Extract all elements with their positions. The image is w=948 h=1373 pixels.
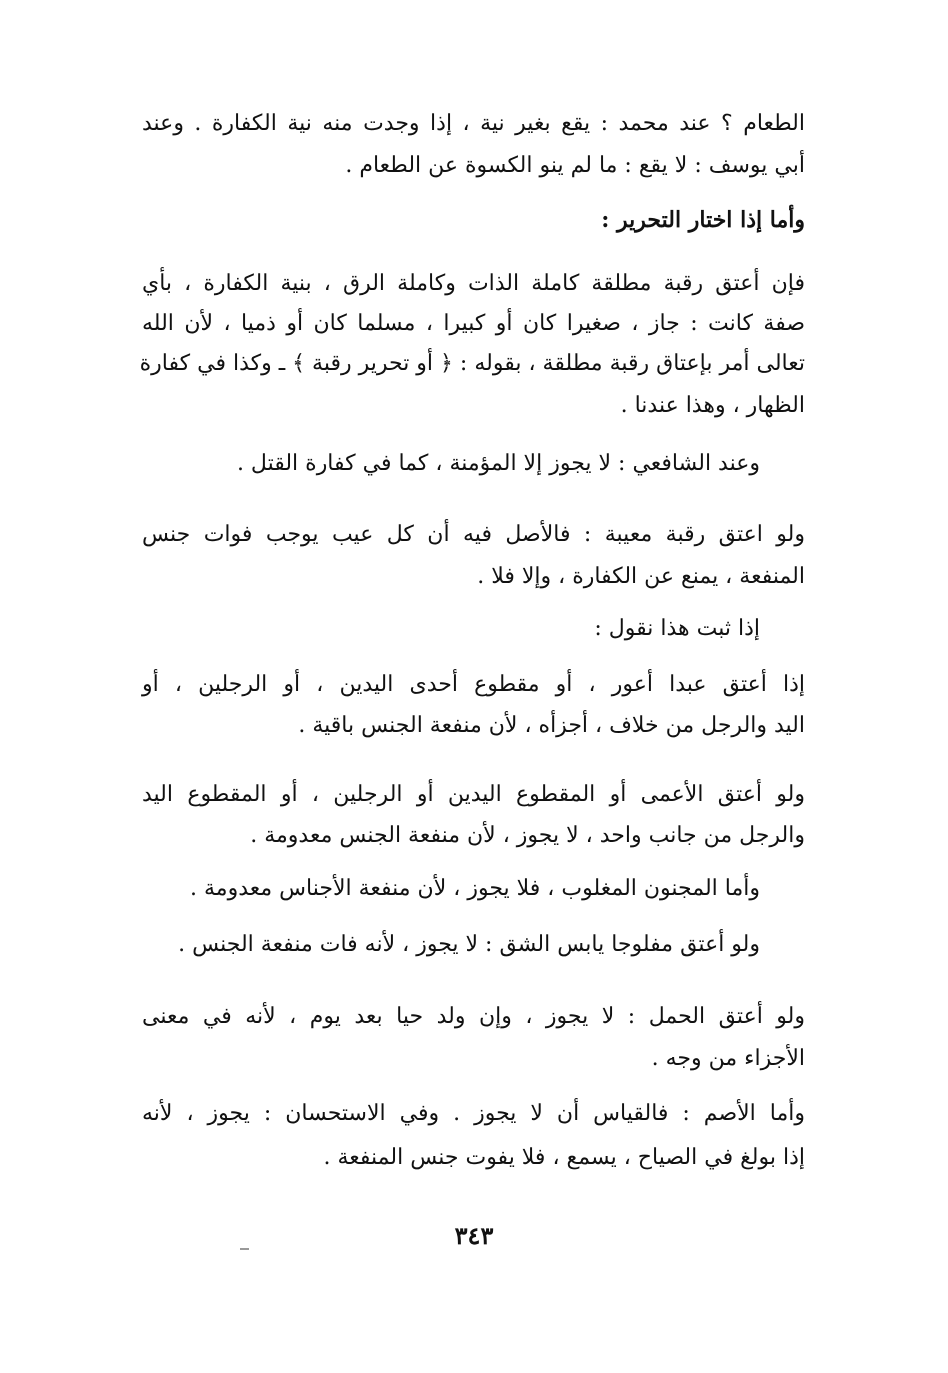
text-line: ولو أعتق الأعمى أو المقطوع اليدين أو الرجلين ، أو المقطوع اليد xyxy=(142,782,805,807)
text-line: المنفعة ، يمنع عن الكفارة ، وإلا فلا . xyxy=(477,564,805,589)
text-line: إذا ثبت هذا نقول : xyxy=(594,616,760,641)
text-line: الظهار ، وهذا عندنا . xyxy=(620,393,805,418)
text-line: أبي يوسف : لا يقع : ما لم ينو الكسوة عن الطعام . xyxy=(345,153,805,178)
text-line: ولو أعتق مفلوجا يابس الشق : لا يجوز ، لأنه فات منفعة الجنس . xyxy=(178,932,760,957)
text-line: ولو أعتق الحمل : لا يجوز ، وإن ولد حيا بعد يوم ، لأنه في معنى xyxy=(142,1004,805,1029)
text-line: والرجل من جانب واحد ، لا يجوز ، لأن منفعة الجنس معدومة . xyxy=(250,823,805,848)
text-line: وأما المجنون المغلوب ، فلا يجوز ، لأن منفعة الأجناس معدومة . xyxy=(190,876,760,901)
section-heading: وأما إذا اختار التحرير : xyxy=(601,207,805,233)
text-line: وأما الأصم : فالقياس أن لا يجوز . وفي الاستحسان : يجوز ، لأنه xyxy=(142,1101,805,1126)
text-line: تعالى أمر بإعتاق رقبة مطلقة ، بقوله : ﴿ أو تحرير رقبة ﴾ ـ وكذا في كفارة xyxy=(139,351,805,376)
text-line: إذا أعتق عبدا أعور ، أو مقطوع أحدى اليدين ، أو الرجلين ، أو xyxy=(142,672,805,697)
text-line: وعند الشافعي : لا يجوز إلا المؤمنة ، كما في كفارة القتل . xyxy=(236,451,760,476)
text-line: صفة كانت : جاز ، صغيرا كان أو كبيرا ، مسلما كان أو ذميا ، لأن الله xyxy=(142,311,805,336)
text-line: فإن أعتق رقبة مطلقة كاملة الذات وكاملة الرق ، بنية الكفارة ، بأي xyxy=(142,271,805,296)
text-line: إذا بولغ في الصياح ، يسمع ، فلا يفوت جنس المنفعة . xyxy=(323,1145,805,1170)
text-line: الطعام ؟ عند محمد : يقع بغير نية ، إذا وجدت منه نية الكفارة . وعند xyxy=(142,111,805,136)
scan-speck xyxy=(240,1248,249,1250)
text-line: الأجزاء من وجه . xyxy=(651,1046,805,1071)
page-number: ٣٤٣ xyxy=(454,1221,494,1250)
text-line: اليد والرجل من خلاف ، أجزأه ، لأن منفعة الجنس باقية . xyxy=(298,713,805,738)
text-line: ولو اعتق رقبة معيبة : فالأصل فيه أن كل عيب يوجب فوات جنس xyxy=(142,522,805,547)
